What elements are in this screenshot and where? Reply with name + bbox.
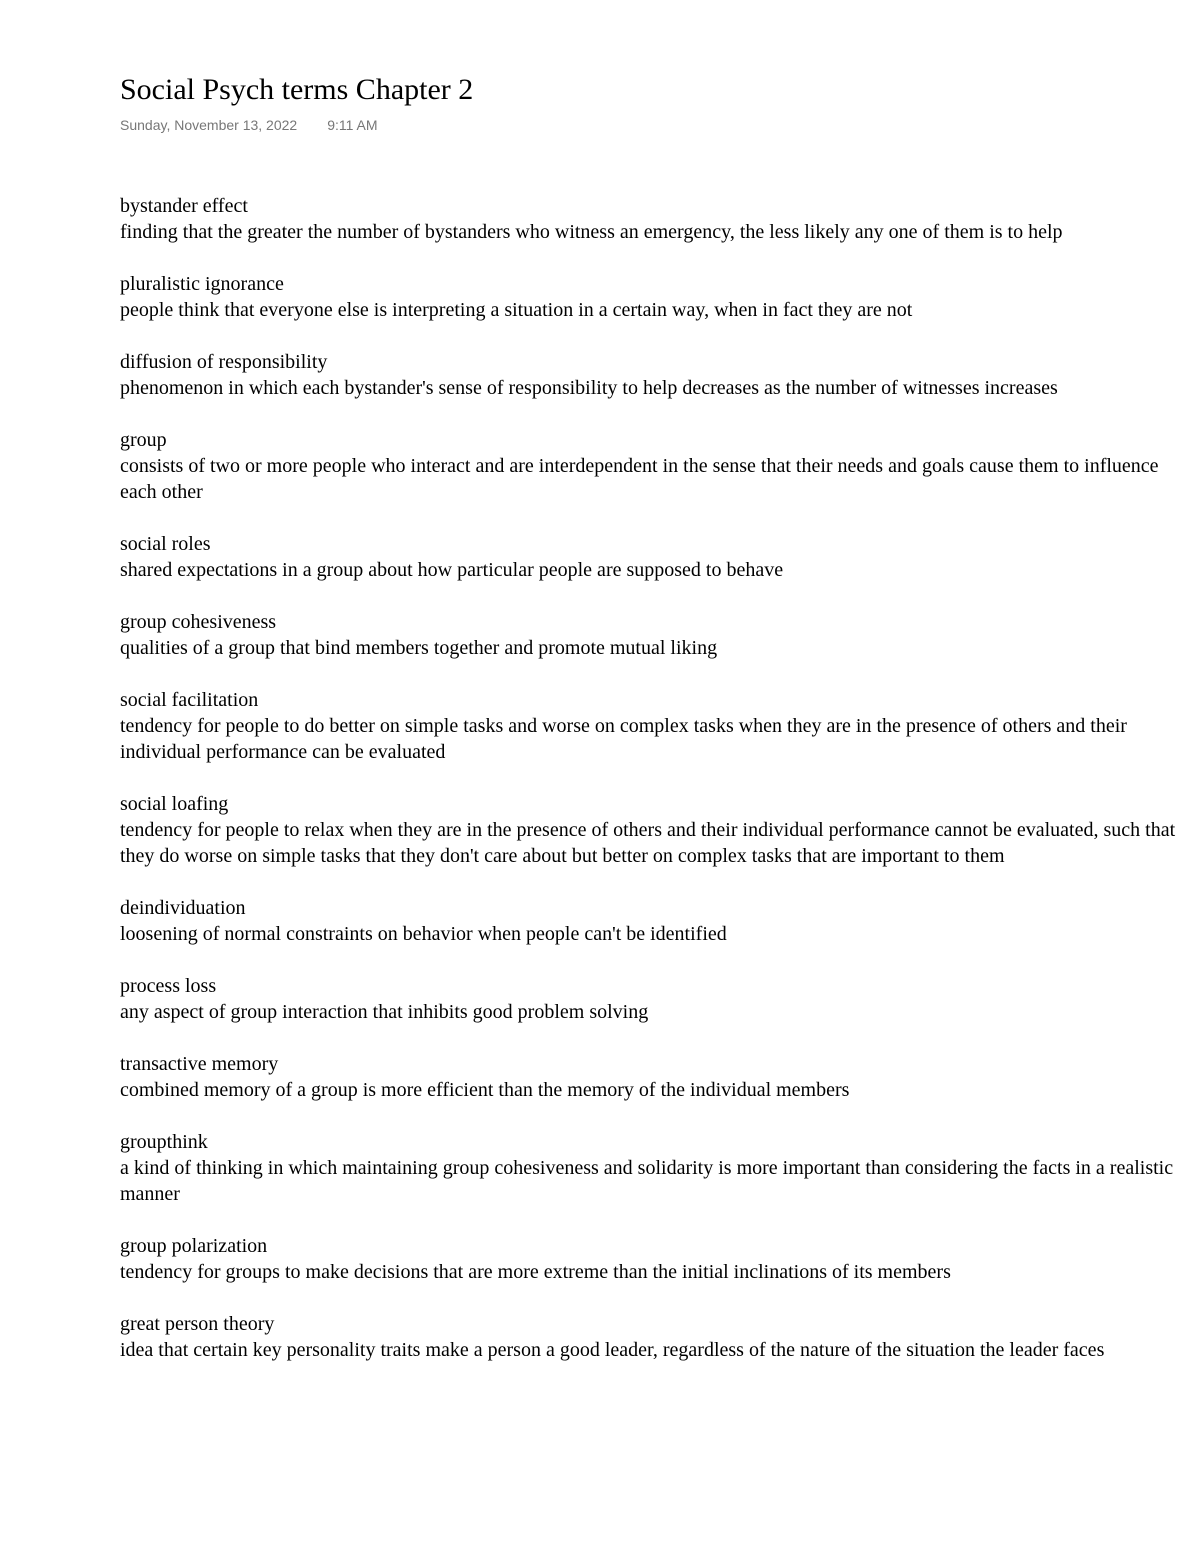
term-definition: combined memory of a group is more efficient than the memory of the individual members	[120, 1079, 850, 1101]
term-definition: tendency for people to relax when they are in the presence of others and their individual performance cannot be evaluated, such that they do worse on simple tasks that they don't care about but better on complex tasks that are important to them	[120, 819, 1176, 867]
term-name: social roles	[120, 533, 211, 555]
list-item	[120, 193, 1192, 245]
note-page	[120, 70, 1192, 1389]
list-item	[120, 1233, 1192, 1285]
list-item	[120, 271, 1192, 323]
term-name: bystander effect	[120, 195, 248, 217]
list-item	[120, 791, 1192, 869]
page-title: Social Psych terms Chapter 2	[120, 73, 474, 106]
note-timestamp	[120, 115, 1192, 135]
term-definition: idea that certain key personality traits make a person a good leader, regardless of the nature of the situation the leader faces	[120, 1339, 1105, 1361]
term-name: group cohesiveness	[120, 611, 277, 633]
list-item	[120, 1129, 1192, 1207]
term-definition: a kind of thinking in which maintaining group cohesiveness and solidarity is more important than considering the facts in a realistic manner	[120, 1157, 1174, 1205]
note-time: 9:11 AM	[327, 117, 378, 133]
term-name: process loss	[120, 975, 217, 997]
term-name: transactive memory	[120, 1053, 279, 1075]
term-name: social loafing	[120, 793, 229, 815]
term-name: deindividuation	[120, 897, 246, 919]
term-name: social facilitation	[120, 689, 259, 711]
term-definition: shared expectations in a group about how particular people are supposed to behave	[120, 559, 784, 581]
term-definition: loosening of normal constraints on behavior when people can't be identified	[120, 923, 727, 945]
list-item	[120, 609, 1192, 661]
term-name: great person theory	[120, 1313, 275, 1335]
term-definition: tendency for people to do better on simple tasks and worse on complex tasks when they are in the presence of others and their individual performance can be evaluated	[120, 715, 1127, 763]
term-name: group polarization	[120, 1235, 268, 1257]
term-definition: finding that the greater the number of bystanders who witness an emergency, the less likely any one of them is to help	[120, 221, 1063, 243]
term-definition: any aspect of group interaction that inhibits good problem solving	[120, 1001, 649, 1023]
list-item	[120, 687, 1192, 765]
list-item	[120, 1051, 1192, 1103]
term-name: diffusion of responsibility	[120, 351, 328, 373]
term-name: groupthink	[120, 1131, 208, 1153]
term-definition: qualities of a group that bind members together and promote mutual liking	[120, 637, 718, 659]
term-definition: people think that everyone else is interpreting a situation in a certain way, when in fact they are not	[120, 299, 913, 321]
term-list	[120, 193, 1192, 1363]
term-name: group	[120, 429, 167, 451]
list-item	[120, 427, 1192, 505]
list-item	[120, 895, 1192, 947]
note-date: Sunday, November 13, 2022	[120, 117, 298, 133]
term-definition: phenomenon in which each bystander's sense of responsibility to help decreases as the number of witnesses increases	[120, 377, 1058, 399]
term-definition: tendency for groups to make decisions that are more extreme than the initial inclinations of its members	[120, 1261, 951, 1283]
term-definition: consists of two or more people who interact and are interdependent in the sense that their needs and goals cause them to influence each other	[120, 455, 1159, 503]
list-item	[120, 973, 1192, 1025]
list-item	[120, 349, 1192, 401]
term-name: pluralistic ignorance	[120, 273, 284, 295]
list-item	[120, 1311, 1192, 1363]
list-item	[120, 531, 1192, 583]
